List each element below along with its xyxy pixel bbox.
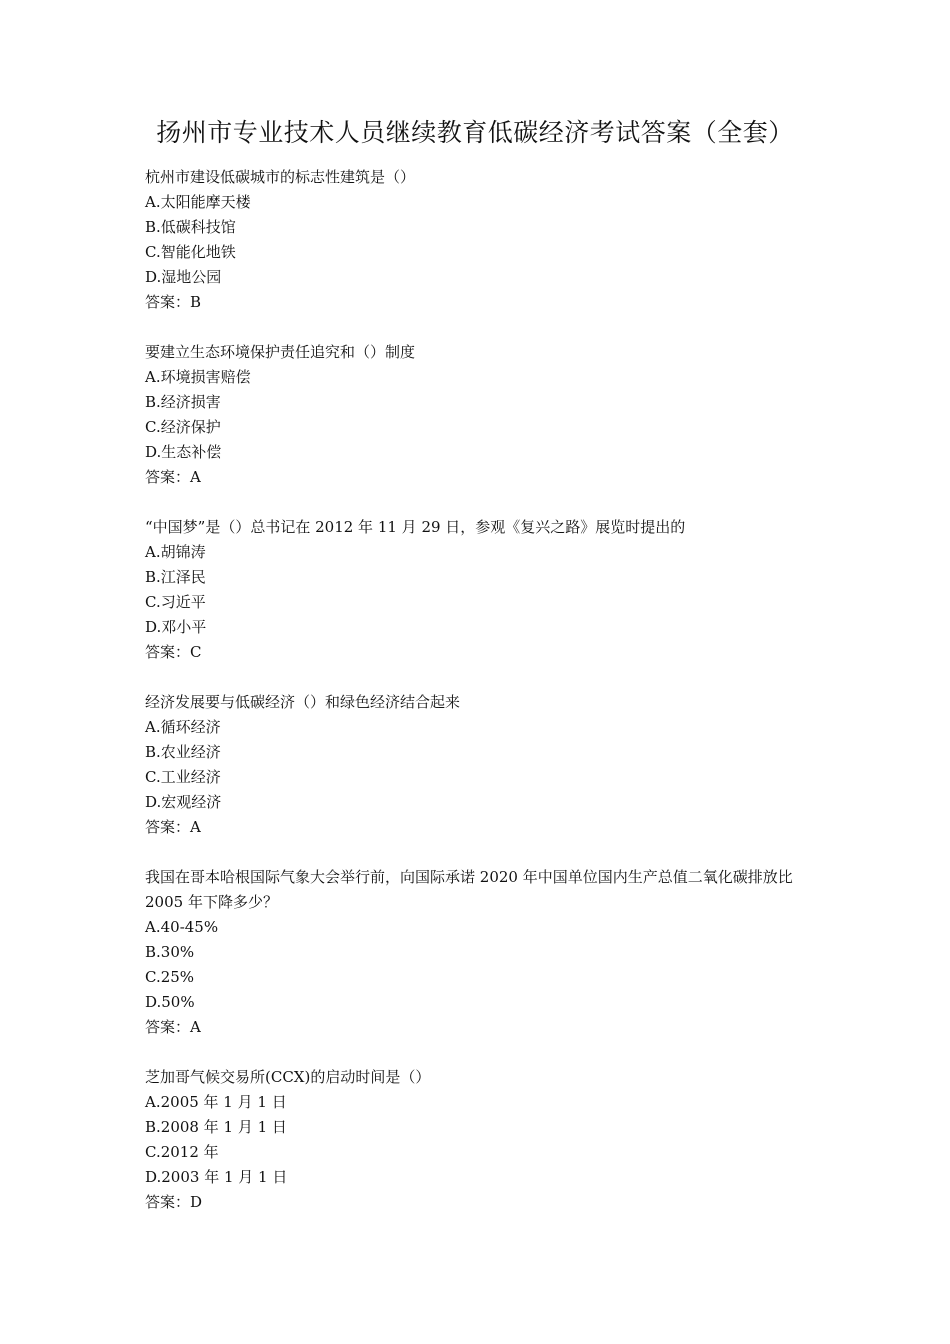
- option-a: A.胡锦涛: [145, 543, 206, 561]
- question-stem: 要建立生态环境保护责任追究和（）制度: [145, 343, 416, 361]
- option-a: A.太阳能摩天楼: [145, 193, 251, 211]
- answer: 答案：A: [145, 468, 201, 486]
- question-stem: 我国在哥本哈根国际气象大会举行前，向国际承诺 2020 年中国单位国内生产总值二氧化碳排放比 2005 年下降多少？: [145, 868, 798, 911]
- option-d: D.邓小平: [145, 618, 207, 636]
- option-a: A.环境损害赔偿: [145, 368, 251, 386]
- question-stem: 杭州市建设低碳城市的标志性建筑是（）: [145, 168, 416, 186]
- question-5: [145, 865, 825, 1040]
- option-c: C.经济保护: [145, 418, 221, 436]
- answer: 答案：A: [145, 1018, 201, 1036]
- answer: 答案：A: [145, 818, 201, 836]
- question-stem: “中国梦”是（）总书记在 2012 年 11 月 29 日，参观《复兴之路》展览时提出的: [145, 518, 686, 536]
- option-d: D.湿地公园: [145, 268, 222, 286]
- option-c: C.智能化地铁: [145, 243, 236, 261]
- answer: 答案：D: [145, 1193, 203, 1211]
- option-b: B.2008 年 1 月 1 日: [145, 1118, 287, 1136]
- option-c: C.2012 年: [145, 1143, 219, 1161]
- question-4: [145, 690, 825, 840]
- option-b: B.30%: [145, 943, 195, 961]
- option-b: B.农业经济: [145, 743, 221, 761]
- question-1: [145, 165, 825, 315]
- option-d: D.50%: [145, 993, 195, 1011]
- option-d: D.宏观经济: [145, 793, 222, 811]
- question-2: [145, 340, 825, 490]
- option-c: C.习近平: [145, 593, 206, 611]
- option-b: B.低碳科技馆: [145, 218, 236, 236]
- option-a: A.2005 年 1 月 1 日: [145, 1093, 287, 1111]
- option-b: B.经济损害: [145, 393, 221, 411]
- option-c: C.25%: [145, 968, 195, 986]
- option-d: D.2003 年 1 月 1 日: [145, 1168, 288, 1186]
- option-d: D.生态补偿: [145, 443, 222, 461]
- option-c: C.工业经济: [145, 768, 221, 786]
- option-b: B.江泽民: [145, 568, 206, 586]
- question-stem: 经济发展要与低碳经济（）和绿色经济结合起来: [145, 693, 461, 711]
- option-a: A.循环经济: [145, 718, 221, 736]
- question-stem: 芝加哥气候交易所(CCX)的启动时间是（）: [145, 1068, 431, 1086]
- answer: 答案：B: [145, 293, 202, 311]
- option-a: A.40-45%: [145, 918, 219, 936]
- question-list: [145, 165, 825, 1240]
- answer: 答案：C: [145, 643, 202, 661]
- document-title: 扬州市专业技术人员继续教育低碳经济考试答案（全套）: [156, 118, 794, 147]
- question-6: [145, 1065, 825, 1215]
- question-3: [145, 515, 825, 665]
